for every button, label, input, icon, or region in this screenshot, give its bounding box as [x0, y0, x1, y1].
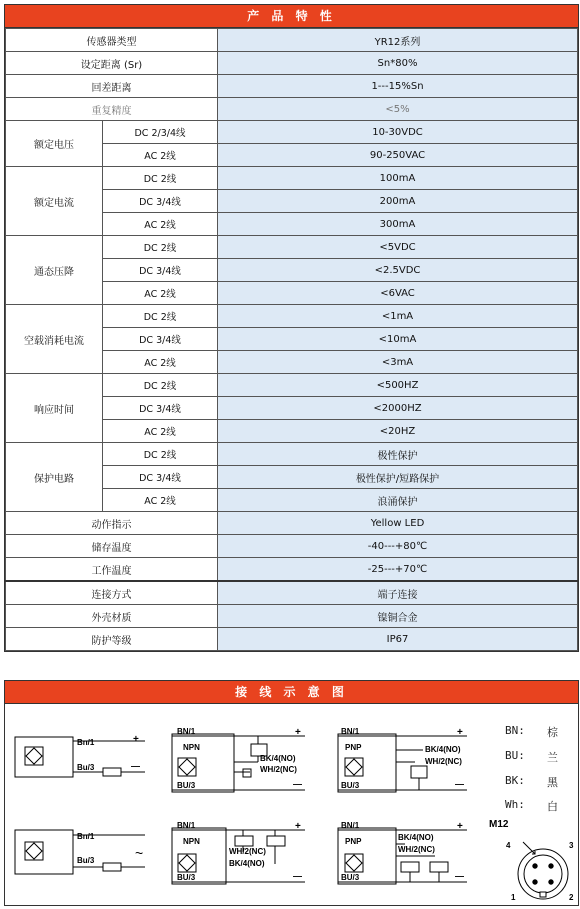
d6-plus: +	[457, 821, 463, 832]
d3-minus: —	[455, 779, 464, 789]
spec-row	[6, 628, 578, 651]
d1-bu-label: Bu/3	[77, 763, 95, 772]
d3-type: PNP	[345, 743, 362, 752]
wiring-title: 接 线 示 意 图	[5, 681, 578, 704]
spec-row	[6, 52, 578, 75]
spec-panel	[4, 4, 579, 652]
spec-value: -25---+70℃	[218, 558, 578, 582]
d6-wh-label: WH/2(NC)	[398, 845, 435, 854]
d6-bn-label: BN/1	[341, 821, 360, 830]
spec-table	[5, 28, 578, 651]
m12-title: M12	[489, 819, 509, 830]
spec-sub-label: AC 2线	[103, 213, 218, 236]
d2-type: NPN	[183, 743, 200, 752]
spec-group-label: 额定电流	[6, 167, 103, 236]
spec-row	[6, 443, 578, 466]
spec-value: 镍铜合金	[218, 605, 578, 628]
spec-value: <20HZ	[218, 420, 578, 443]
d5-wh-label: WH/2(NC)	[229, 847, 266, 856]
spec-value: 200mA	[218, 190, 578, 213]
spec-value: IP67	[218, 628, 578, 651]
spec-value: 300mA	[218, 213, 578, 236]
m12-pin4: 4	[506, 841, 511, 850]
d5-minus: —	[293, 871, 302, 881]
spec-label: 工作温度	[6, 558, 218, 582]
spec-label: 回差距离	[6, 75, 218, 98]
spec-value: Sn*80%	[218, 52, 578, 75]
d1-plus: +	[133, 734, 139, 745]
spec-row	[6, 558, 578, 582]
spec-value: <2000HZ	[218, 397, 578, 420]
spec-value: 端子连接	[218, 581, 578, 605]
m12-pin3: 3	[569, 841, 574, 850]
d3-bu-label: BU/3	[341, 781, 360, 790]
spec-row	[6, 167, 578, 190]
spec-value: 浪涌保护	[218, 489, 578, 512]
spec-value: <6VAC	[218, 282, 578, 305]
spec-group-label: 空载消耗电流	[6, 305, 103, 374]
spec-sub-label: AC 2线	[103, 282, 218, 305]
spec-group-label: 额定电压	[6, 121, 103, 167]
spec-sub-label: DC 2线	[103, 374, 218, 397]
spec-sub-label: DC 3/4线	[103, 397, 218, 420]
spec-row	[6, 305, 578, 328]
d4-bn-label: Bn/1	[77, 832, 95, 841]
spec-row	[6, 121, 578, 144]
spec-row	[6, 605, 578, 628]
spec-label: 动作指示	[6, 512, 218, 535]
d2-minus: —	[293, 779, 302, 789]
spec-sub-label: DC 2线	[103, 236, 218, 259]
d6-bu-label: BU/3	[341, 873, 360, 882]
d3-bk-label: BK/4(NO)	[425, 745, 461, 754]
spec-row	[6, 98, 578, 121]
legend-bu: BU: 兰	[505, 749, 558, 764]
spec-label: 重复精度	[6, 98, 218, 121]
spec-row	[6, 236, 578, 259]
d1-bn-label: Bn/1	[77, 738, 95, 747]
spec-value: 100mA	[218, 167, 578, 190]
d3-bn-label: BN/1	[341, 727, 360, 736]
spec-group-label: 通态压降	[6, 236, 103, 305]
spec-value: <500HZ	[218, 374, 578, 397]
spec-row	[6, 581, 578, 605]
d5-bu-label: BU/3	[177, 873, 196, 882]
d2-wh-label: WH/2(NC)	[260, 765, 297, 774]
spec-value: YR12系列	[218, 29, 578, 52]
spec-value: 极性保护	[218, 443, 578, 466]
spec-row	[6, 29, 578, 52]
spec-row	[6, 374, 578, 397]
m12-pin2: 2	[569, 893, 574, 902]
d2-bn-label: BN/1	[177, 727, 196, 736]
spec-value: <5%	[218, 98, 578, 121]
spec-value: Yellow LED	[218, 512, 578, 535]
d2-bu-label: BU/3	[177, 781, 196, 790]
d4-bu-label: Bu/3	[77, 856, 95, 865]
d1-minus: —	[131, 761, 140, 771]
d6-type: PNP	[345, 837, 362, 846]
spec-sub-label: DC 2线	[103, 305, 218, 328]
spec-label: 储存温度	[6, 535, 218, 558]
d5-bn-label: BN/1	[177, 821, 196, 830]
spec-value: 极性保护/短路保护	[218, 466, 578, 489]
d2-bk-label: BK/4(NO)	[260, 754, 296, 763]
spec-sub-label: DC 2/3/4线	[103, 121, 218, 144]
spec-value: 10-30VDC	[218, 121, 578, 144]
spec-label: 防护等级	[6, 628, 218, 651]
spec-label: 外壳材质	[6, 605, 218, 628]
spec-value: <5VDC	[218, 236, 578, 259]
spec-sub-label: DC 2线	[103, 443, 218, 466]
spec-sub-label: DC 3/4线	[103, 328, 218, 351]
d2-plus: +	[295, 727, 301, 738]
m12-pin1: 1	[511, 893, 516, 902]
m12-connector-icon	[518, 842, 568, 899]
spec-value: 90-250VAC	[218, 144, 578, 167]
legend-bn: BN: 棕	[505, 724, 558, 739]
spec-title: 产 品 特 性	[5, 5, 578, 28]
d5-bk-label: BK/4(NO)	[229, 859, 265, 868]
spec-value: <10mA	[218, 328, 578, 351]
spec-sub-label: DC 3/4线	[103, 466, 218, 489]
spec-value: <2.5VDC	[218, 259, 578, 282]
spec-value: 1---15%Sn	[218, 75, 578, 98]
spec-sub-label: AC 2线	[103, 144, 218, 167]
d6-bk-label: BK/4(NO)	[398, 833, 434, 842]
spec-value: <1mA	[218, 305, 578, 328]
d5-type: NPN	[183, 837, 200, 846]
spec-sub-label: DC 2线	[103, 167, 218, 190]
legend-bk: BK: 黑	[505, 774, 558, 789]
d3-plus: +	[457, 727, 463, 738]
spec-group-label: 保护电路	[6, 443, 103, 512]
spec-sub-label: DC 3/4线	[103, 259, 218, 282]
spec-value: <3mA	[218, 351, 578, 374]
spec-sub-label: AC 2线	[103, 489, 218, 512]
d3-wh-label: WH/2(NC)	[425, 757, 462, 766]
spec-value: -40---+80℃	[218, 535, 578, 558]
spec-row	[6, 535, 578, 558]
d6-minus: —	[455, 871, 464, 881]
wiring-diagrams	[5, 704, 578, 904]
spec-label: 连接方式	[6, 581, 218, 605]
spec-row	[6, 512, 578, 535]
spec-row	[6, 75, 578, 98]
spec-group-label: 响应时间	[6, 374, 103, 443]
legend-wh: Wh: 白	[505, 798, 558, 813]
d4-ac-symbol: ~	[135, 845, 144, 861]
spec-label: 传感器类型	[6, 29, 218, 52]
spec-sub-label: AC 2线	[103, 351, 218, 374]
spec-label: 设定距离 (Sr)	[6, 52, 218, 75]
spec-sub-label: AC 2线	[103, 420, 218, 443]
wiring-panel	[4, 680, 579, 906]
spec-sub-label: DC 3/4线	[103, 190, 218, 213]
d5-plus: +	[295, 821, 301, 832]
